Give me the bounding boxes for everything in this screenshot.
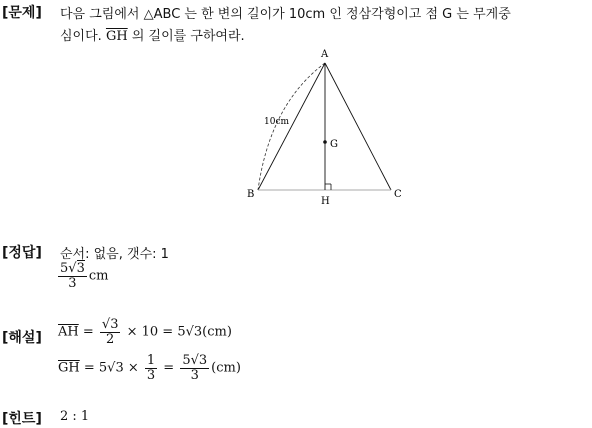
problem-line2-end: 의 길이를 구하여라. bbox=[127, 29, 245, 44]
frac1-den: 2 bbox=[106, 331, 115, 347]
explanation-eq2: = bbox=[159, 360, 179, 376]
explanation-segment-gh: $\overline{GH}$ bbox=[58, 360, 80, 376]
label-a: A bbox=[321, 49, 329, 60]
answer-denominator: 3 bbox=[68, 275, 77, 291]
label-c: C bbox=[394, 189, 402, 200]
explanation-unit: (cm) bbox=[211, 360, 241, 376]
explanation-eq1: = bbox=[78, 324, 98, 340]
label-b: B bbox=[247, 189, 255, 200]
frac2-den: 3 bbox=[146, 367, 156, 383]
explanation-line1 bbox=[58, 318, 232, 346]
side-ac bbox=[325, 63, 391, 190]
explanation-frac2 bbox=[145, 354, 157, 382]
answer-unit: cm bbox=[88, 268, 109, 284]
centroid-point bbox=[323, 140, 327, 144]
answer-label: [정답] bbox=[2, 245, 42, 261]
explanation-line1-tail: × 10 = 5√3(cm) bbox=[122, 324, 232, 340]
problem-segment-gh: $\overline{GH}$ bbox=[105, 29, 128, 44]
explanation-line2 bbox=[58, 354, 241, 382]
hint-label: [힌트] bbox=[2, 411, 42, 427]
hint-text: 2 : 1 bbox=[60, 409, 90, 424]
frac1-num: √3 bbox=[101, 317, 119, 332]
frac3-den: 3 bbox=[190, 367, 199, 383]
answer-num-radicand: 3 bbox=[76, 261, 85, 276]
explanation-line2-a: = 5√3 × bbox=[79, 360, 143, 376]
problem-text-line1: 다음 그림에서 △ABC 는 한 변의 길이가 10cm 인 정삼각형이고 점 G 는 무게중 bbox=[60, 7, 511, 22]
explanation-frac1 bbox=[100, 318, 121, 346]
label-g: G bbox=[330, 139, 338, 150]
explanation-frac3 bbox=[180, 354, 209, 382]
explanation-label: [해설] bbox=[2, 330, 42, 346]
problem-label: [문제] bbox=[2, 5, 42, 21]
answer-fraction: $\frac{5√3}{3}$ bbox=[60, 261, 85, 291]
triangle-figure bbox=[240, 44, 410, 206]
label-side-length: 10cm bbox=[264, 117, 290, 127]
problem-text-line2 bbox=[60, 25, 245, 44]
frac3-num: 5√3 bbox=[182, 353, 208, 368]
answer-num-coef: 5 bbox=[60, 261, 69, 276]
answer-value bbox=[56, 262, 108, 290]
frac2-num: 1 bbox=[146, 353, 156, 368]
label-h: H bbox=[321, 196, 330, 206]
answer-meta: 순서: 없음, 갯수: 1 bbox=[60, 247, 169, 262]
explanation-segment-ah: $\overline{AH}$ bbox=[58, 324, 79, 340]
problem-line2-start: 심이다. bbox=[60, 29, 106, 44]
